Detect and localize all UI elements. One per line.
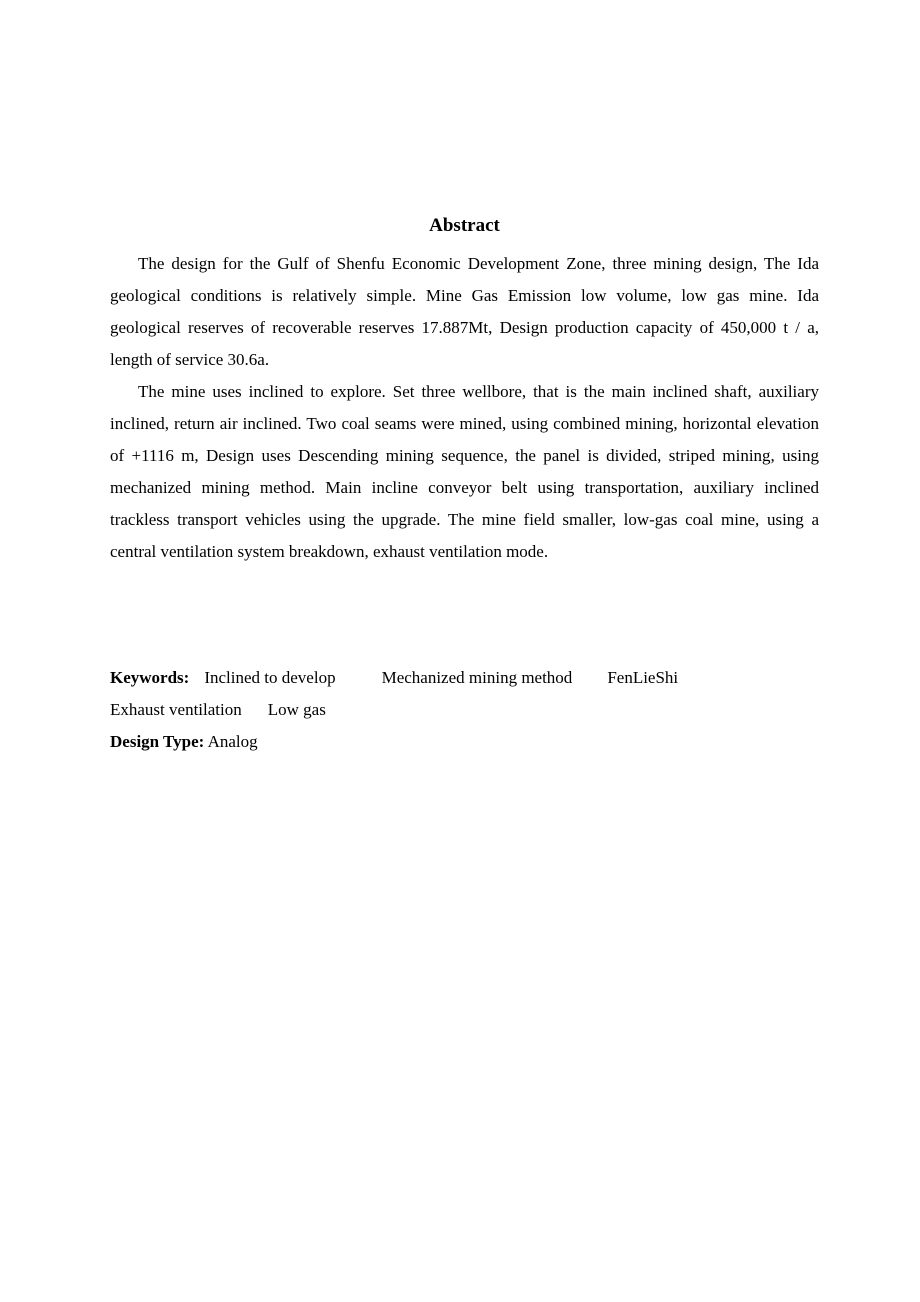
design-type-label: Design Type: xyxy=(110,732,205,751)
keywords-label: Keywords: xyxy=(110,668,190,687)
keyword-item: Inclined to develop xyxy=(204,668,336,687)
abstract-paragraph-2: The mine uses inclined to explore. Set three wellbore, that is the main inclined shaft, auxiliary inclined, return air inclined. Two coal seams were mined, using combined mining, horizontal elevation of +1116 m, Design uses Descending mining sequence, the panel is divided, striped mining, using mechanized mining method. Main incline conveyor belt using transportation, auxiliary inclined trackless transport vehicles using the upgrade. The mine field smaller, low-gas coal mine, using a central ventilation system breakdown, exhaust ventilation mode. xyxy=(110,382,819,561)
keywords-section xyxy=(110,662,819,726)
design-type-value: Analog xyxy=(207,732,258,751)
keywords-line-1 xyxy=(110,662,819,694)
design-type-line xyxy=(110,726,819,758)
abstract-paragraph-1: The design for the Gulf of Shenfu Economic Development Zone, three mining design, The Ida geological conditions is relatively simple. Mine Gas Emission low volume, low gas mine. Ida geological reserves of recoverable reserves 17.887Mt, Design production capacity of 450,000 t / a, length of service 30.6a. xyxy=(110,254,819,369)
keyword-item: Exhaust ventilation xyxy=(110,700,242,719)
keyword-item: FenLieShi xyxy=(607,668,679,687)
abstract-title: Abstract xyxy=(429,215,500,236)
abstract-page xyxy=(110,212,819,758)
keywords-line-2 xyxy=(110,694,819,726)
keyword-item: Mechanized mining method xyxy=(381,668,573,687)
keyword-item: Low gas xyxy=(267,700,326,719)
